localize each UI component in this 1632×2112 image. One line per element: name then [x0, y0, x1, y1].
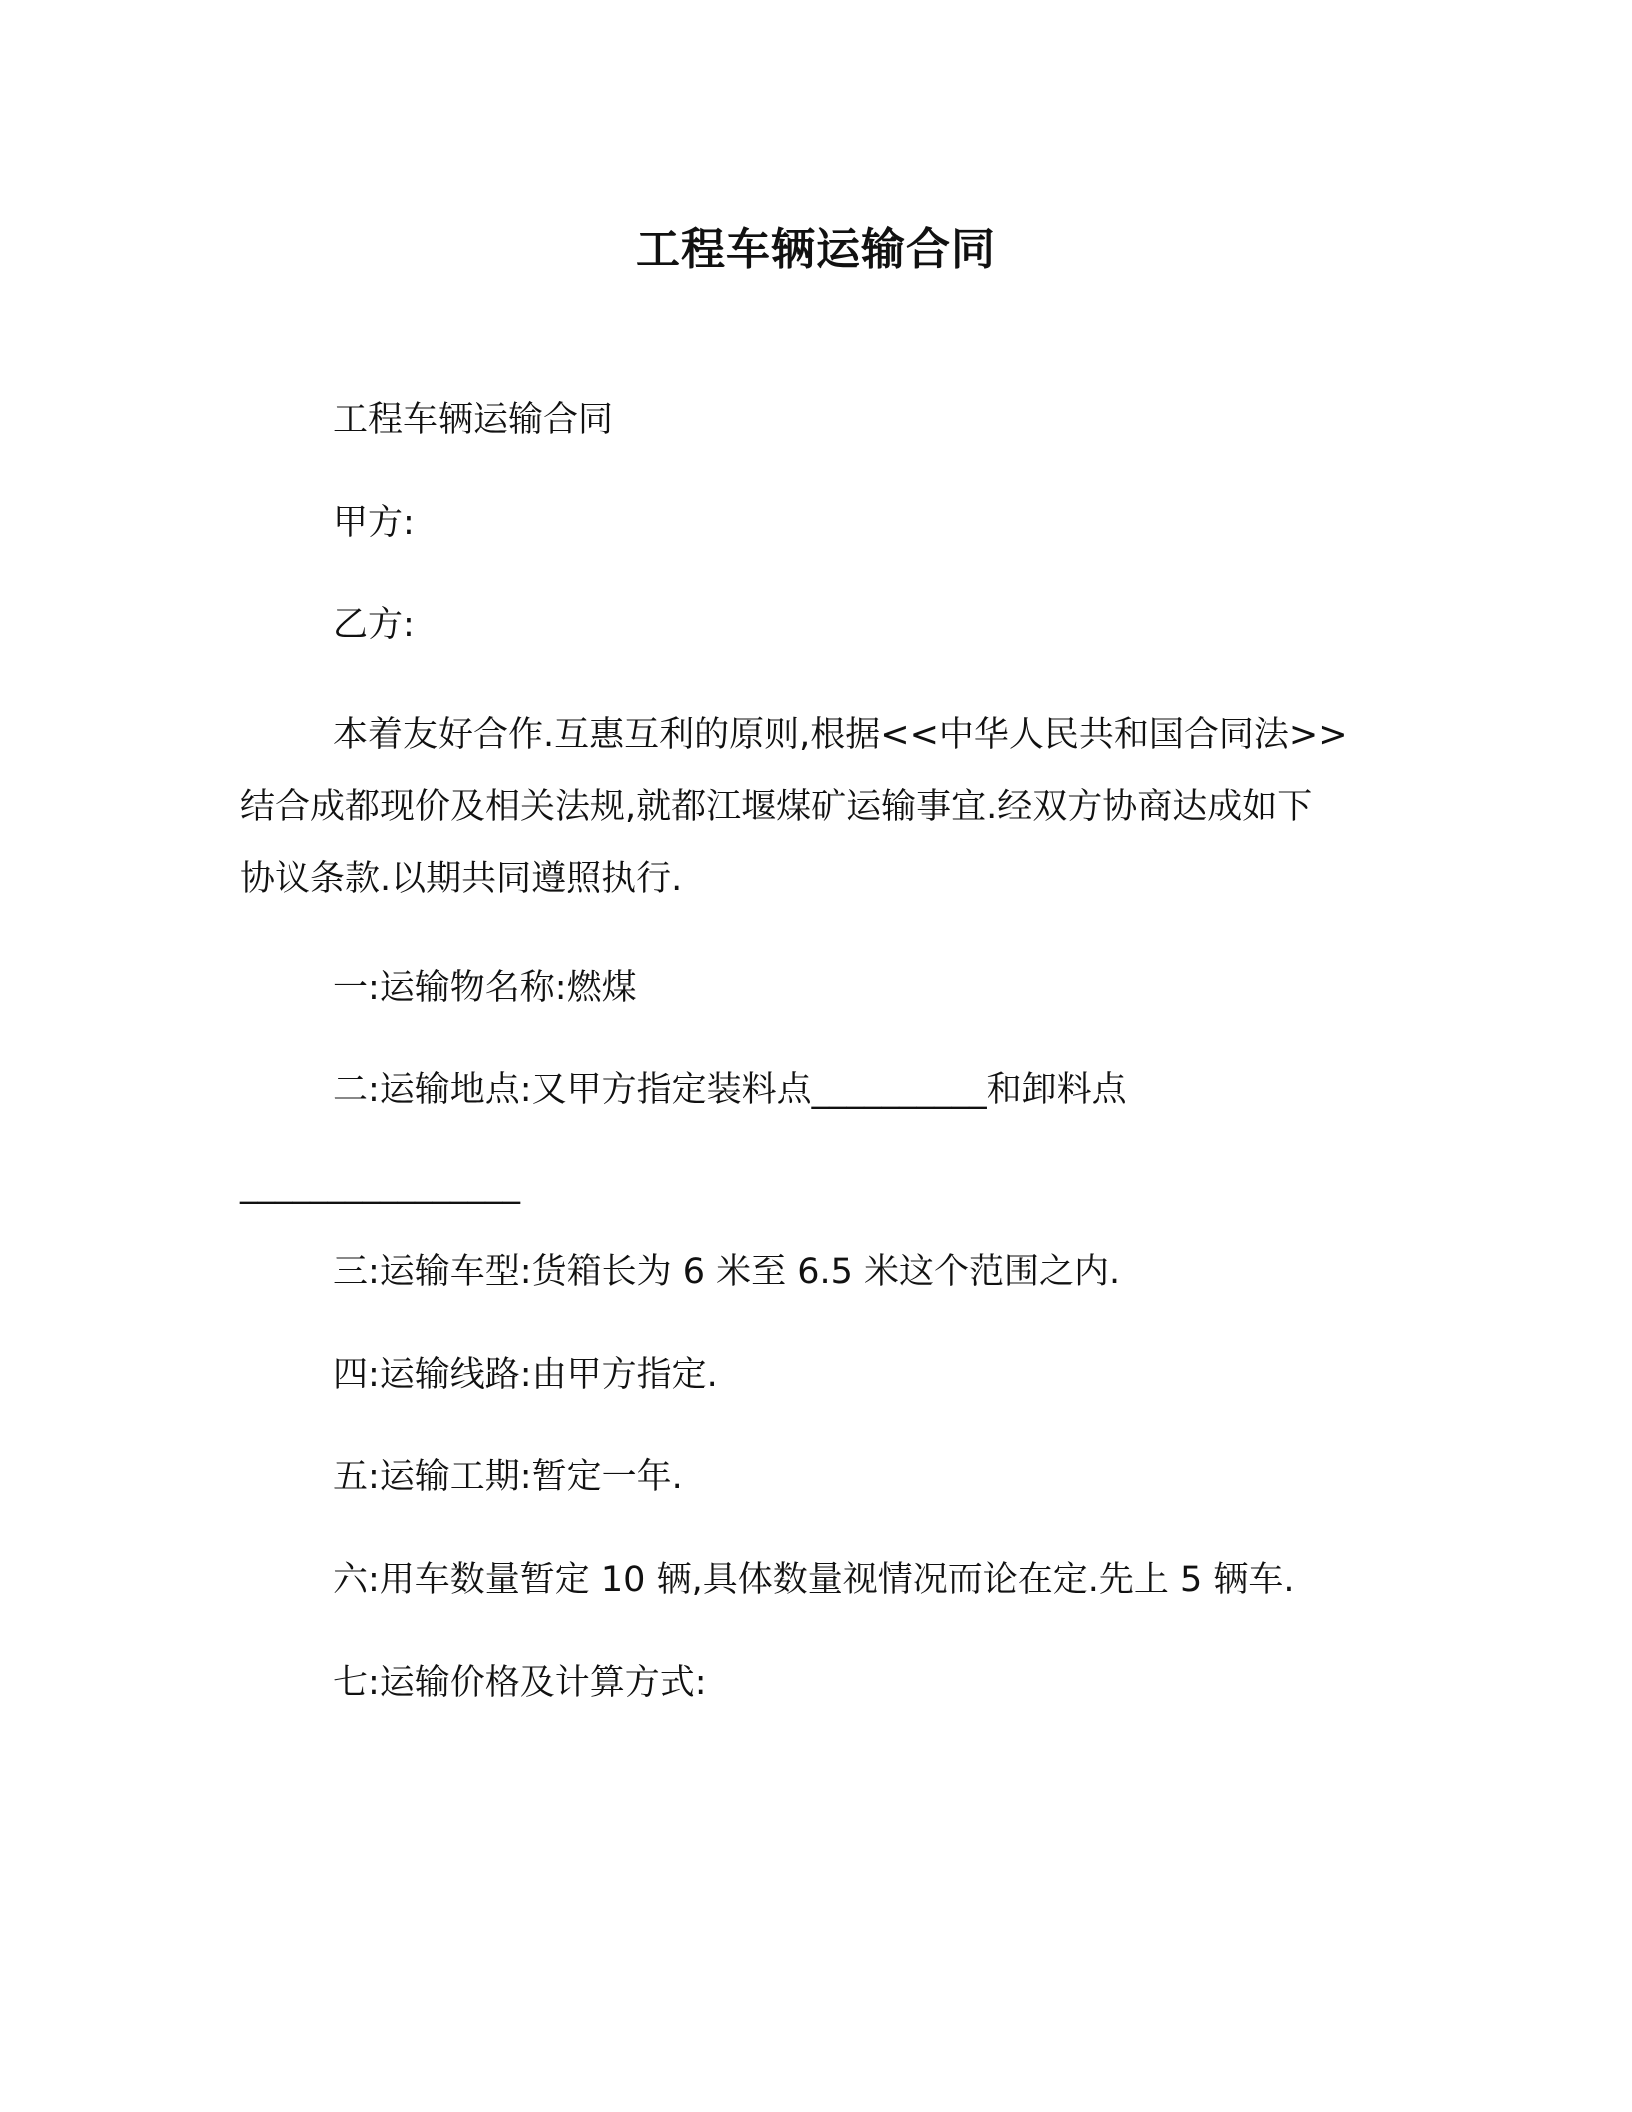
clause-1: 一:运输物名称:燃煤 [333, 968, 637, 1008]
clause-2-line-2: ________________ [240, 1165, 520, 1205]
preamble-line-3: 协议条款.以期共同遵照执行. [240, 859, 683, 899]
party-b-label: 乙方: [333, 605, 415, 645]
subtitle: 工程车辆运输合同 [333, 400, 614, 440]
preamble-line-2: 结合成都现价及相关法规,就都江堰煤矿运输事宜.经双方协商达成如下 [240, 787, 1313, 827]
clause-7: 七:运输价格及计算方式: [333, 1663, 707, 1703]
clause-6: 六:用车数量暂定 10 辆,具体数量视情况而论在定.先上 5 辆车. [333, 1560, 1295, 1600]
clause-3: 三:运输车型:货箱长为 6 米至 6.5 米这个范围之内. [333, 1252, 1121, 1292]
clause-2-line-1: 二:运输地点:又甲方指定装料点__________和卸料点 [333, 1070, 1127, 1110]
document-title: 工程车辆运输合同 [636, 224, 996, 275]
preamble-line-1: 本着友好合作.互惠互利的原则,根据<<中华人民共和国合同法>> [333, 715, 1348, 755]
party-a-label: 甲方: [333, 503, 415, 543]
clause-4: 四:运输线路:由甲方指定. [333, 1355, 718, 1395]
clause-5: 五:运输工期:暂定一年. [333, 1457, 683, 1497]
